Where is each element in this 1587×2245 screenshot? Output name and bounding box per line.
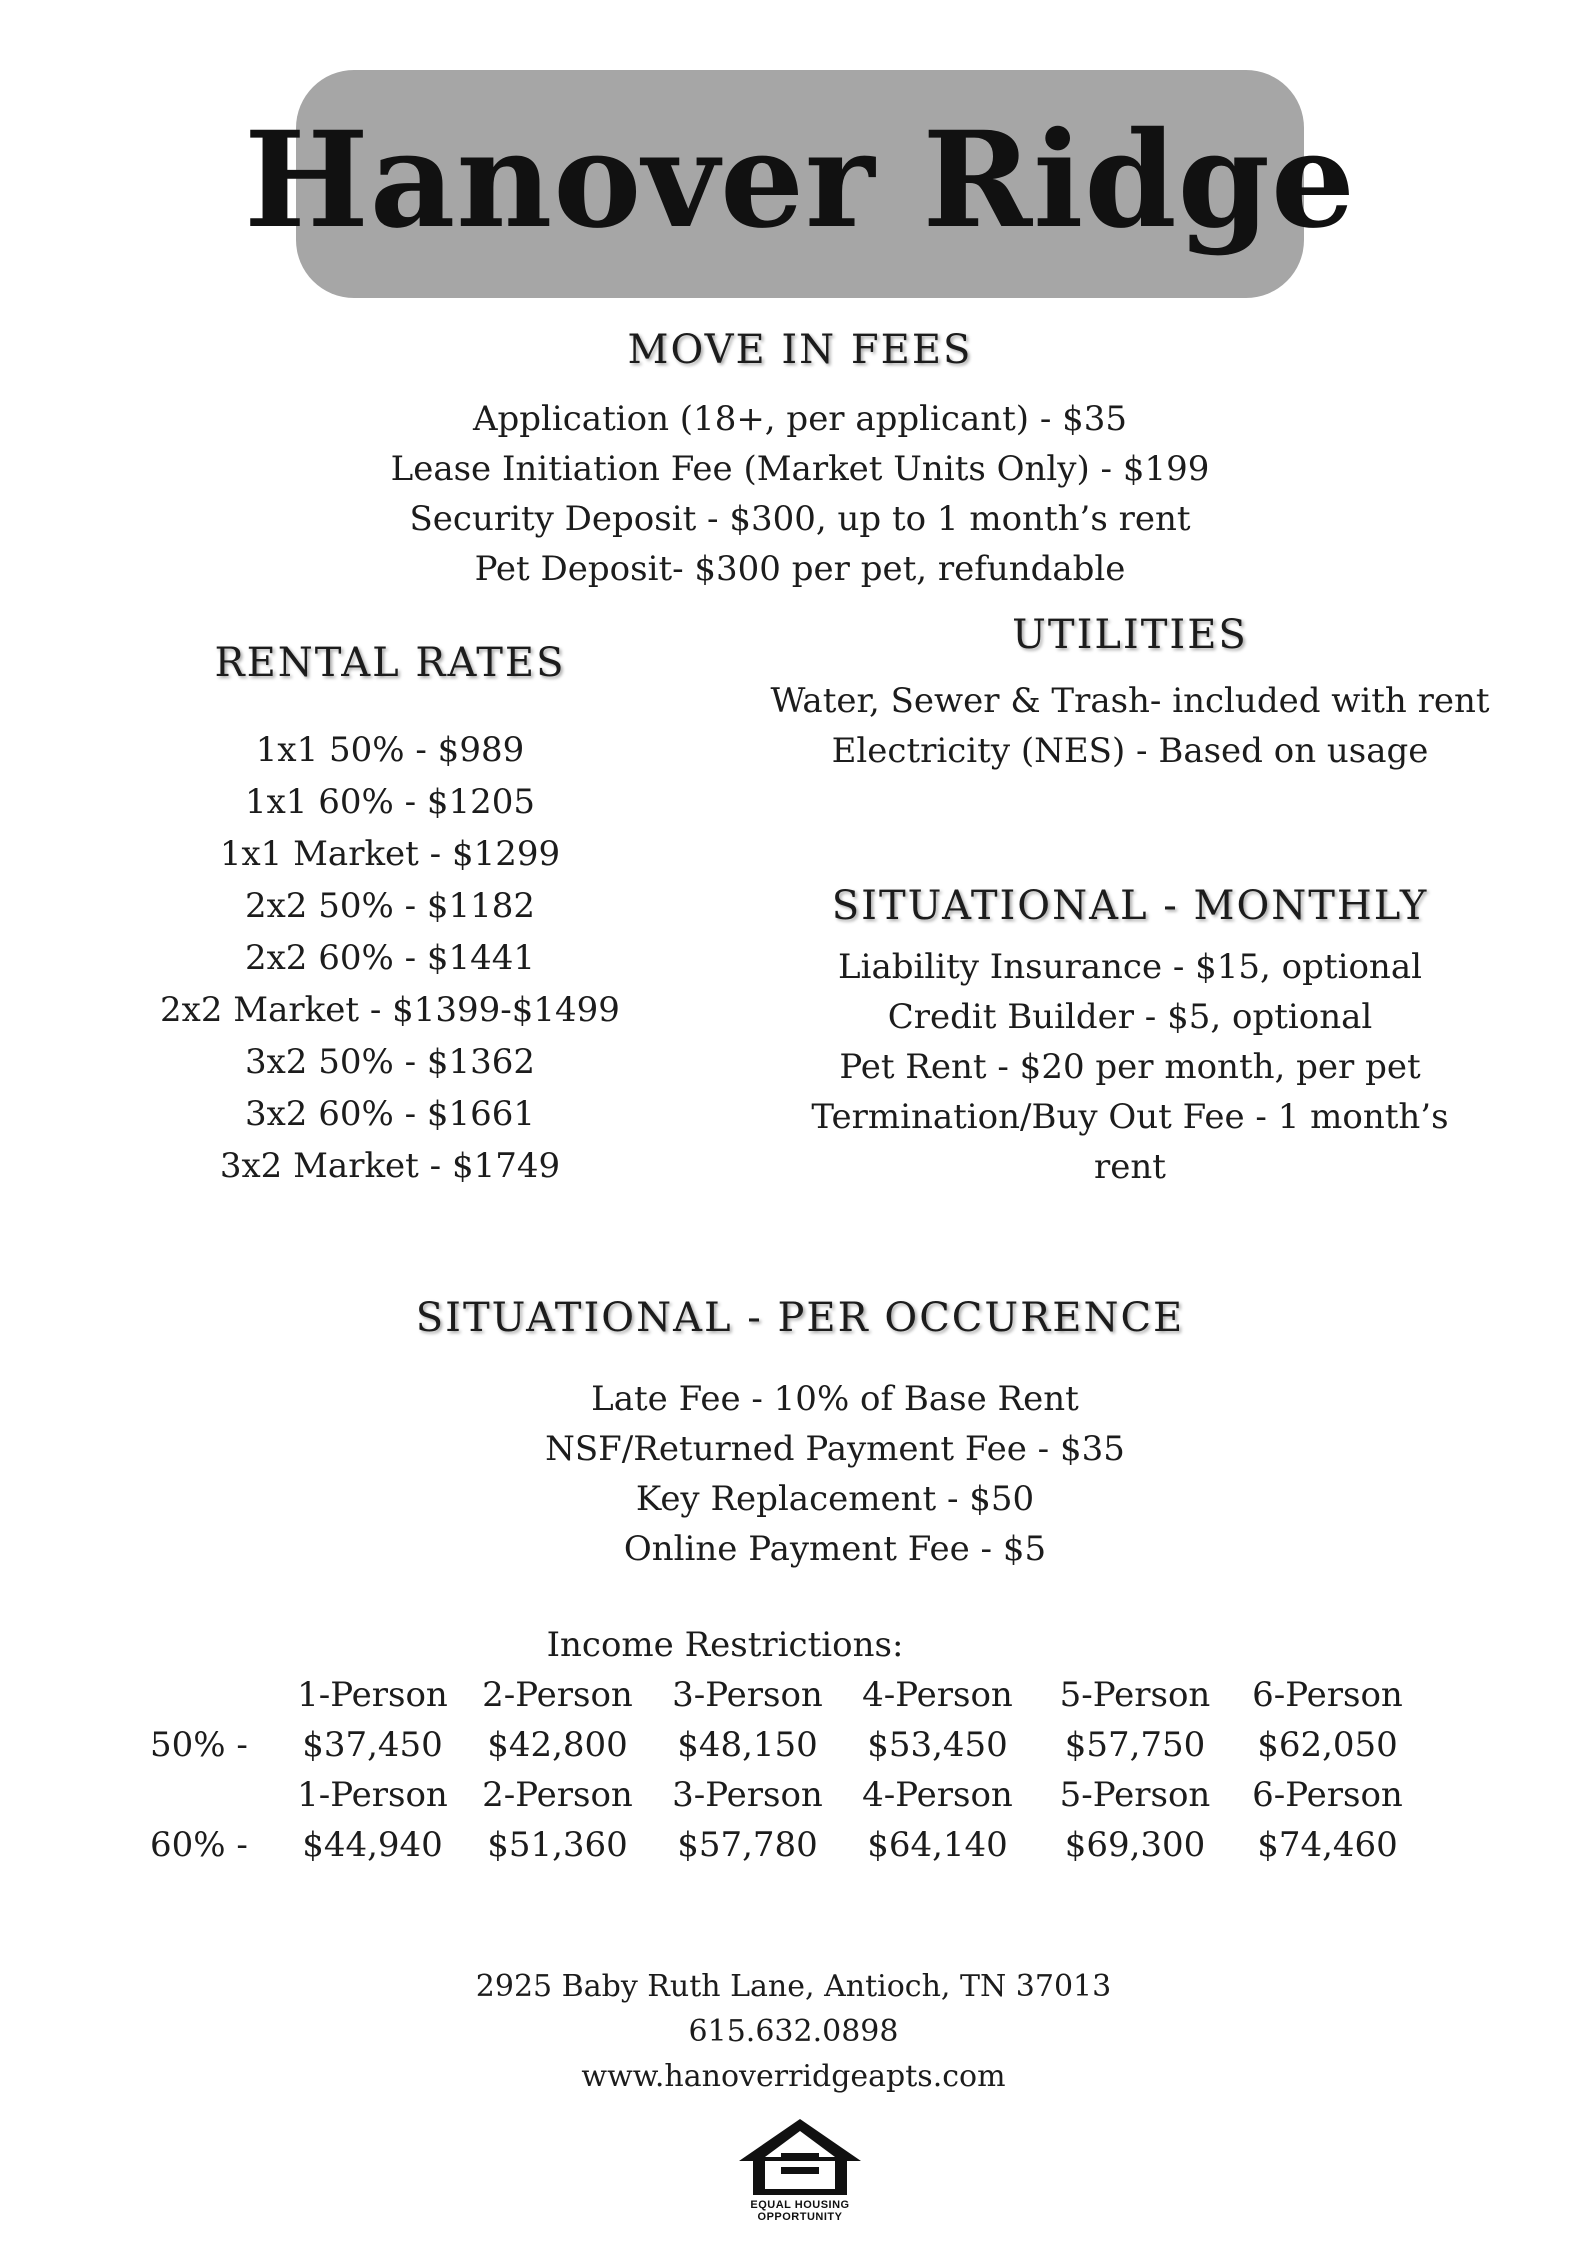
rental-rate-item: 3x2 Market - $1749 bbox=[219, 1146, 561, 1186]
rental-rate-item: 1x1 50% - $989 bbox=[255, 730, 525, 770]
income-row-label: 60% - bbox=[150, 1825, 248, 1865]
income-value: $64,140 bbox=[867, 1825, 1008, 1865]
page-title: Hanover Ridge bbox=[244, 103, 1356, 258]
income-header-cell: 2-Person bbox=[482, 1675, 633, 1715]
equal-housing-logo bbox=[735, 2115, 865, 2223]
situational-monthly-heading: SITUATIONAL - MONTHLY bbox=[831, 883, 1429, 929]
income-header-cell: 4-Person bbox=[862, 1675, 1013, 1715]
equal-housing-text-line1: EQUAL HOUSING bbox=[750, 2199, 850, 2211]
move-in-fee-item: Lease Initiation Fee (Market Units Only) - $199 bbox=[390, 449, 1210, 489]
income-restrictions bbox=[150, 1620, 1440, 1870]
move-in-fees-list bbox=[0, 394, 1587, 594]
income-row bbox=[150, 1820, 1440, 1870]
income-header-cell: 6-Person bbox=[1252, 1775, 1403, 1815]
monthly-fee-item: Termination/Buy Out Fee - 1 month’s rent bbox=[811, 1097, 1449, 1187]
situational-occurrence-list bbox=[0, 1374, 1587, 1574]
income-value: $51,360 bbox=[487, 1825, 628, 1865]
income-header-cell: 3-Person bbox=[672, 1675, 823, 1715]
income-value: $69,300 bbox=[1064, 1825, 1206, 1865]
income-value: $44,940 bbox=[302, 1825, 443, 1865]
utility-item: Water, Sewer & Trash- included with rent bbox=[770, 681, 1490, 721]
income-header-cell: 3-Person bbox=[672, 1775, 823, 1815]
rental-rate-item: 2x2 50% - $1182 bbox=[244, 886, 536, 926]
income-value: $48,150 bbox=[677, 1725, 818, 1765]
monthly-fee-item: Pet Rent - $20 per month, per pet bbox=[839, 1047, 1421, 1087]
rental-rate-item: 3x2 60% - $1661 bbox=[244, 1094, 536, 1134]
rental-rate-item: 1x1 60% - $1205 bbox=[244, 782, 536, 822]
move-in-fee-item: Application (18+, per applicant) - $35 bbox=[472, 399, 1128, 439]
income-header-row bbox=[150, 1770, 1440, 1820]
monthly-fee-item: Liability Insurance - $15, optional bbox=[838, 947, 1422, 987]
income-row bbox=[150, 1720, 1440, 1770]
income-header-row bbox=[150, 1670, 1440, 1720]
income-value: $53,450 bbox=[867, 1725, 1008, 1765]
income-header-cell: 2-Person bbox=[482, 1775, 633, 1815]
utilities-heading: UTILITIES bbox=[1012, 612, 1248, 658]
income-value: $57,780 bbox=[677, 1825, 818, 1865]
occurrence-fee-item: NSF/Returned Payment Fee - $35 bbox=[545, 1429, 1125, 1469]
situational-occurrence-heading: SITUATIONAL - PER OCCURENCE bbox=[415, 1295, 1185, 1341]
rental-rate-item: 3x2 50% - $1362 bbox=[244, 1042, 536, 1082]
equal-housing-icon bbox=[735, 2115, 865, 2195]
move-in-fee-item: Security Deposit - $300, up to 1 month’s rent bbox=[409, 499, 1191, 539]
income-value: $37,450 bbox=[302, 1725, 443, 1765]
situational-monthly-list bbox=[790, 942, 1470, 1192]
income-value: $42,800 bbox=[487, 1725, 628, 1765]
income-header-cell: 5-Person bbox=[1059, 1775, 1211, 1815]
address: 2925 Baby Ruth Lane, Antioch, TN 37013 bbox=[475, 1969, 1112, 2004]
move-in-fees-heading: MOVE IN FEES bbox=[627, 327, 973, 373]
income-value: $57,750 bbox=[1064, 1725, 1206, 1765]
rental-rate-item: 1x1 Market - $1299 bbox=[219, 834, 561, 874]
occurrence-fee-item: Online Payment Fee - $5 bbox=[623, 1529, 1047, 1569]
rental-rate-item: 2x2 60% - $1441 bbox=[244, 938, 536, 978]
rental-rates-heading: RENTAL RATES bbox=[214, 640, 566, 686]
income-value: $74,460 bbox=[1257, 1825, 1398, 1865]
occurrence-fee-item: Late Fee - 10% of Base Rent bbox=[591, 1379, 1079, 1419]
income-header-cell: 6-Person bbox=[1252, 1675, 1403, 1715]
income-value: $62,050 bbox=[1257, 1725, 1398, 1765]
website-link[interactable]: www.hanoverridgeapts.com bbox=[581, 2059, 1006, 2094]
title-banner bbox=[244, 70, 1356, 298]
phone-number[interactable]: 615.632.0898 bbox=[688, 2014, 899, 2049]
utilities-list bbox=[740, 676, 1520, 776]
income-row-label: 50% - bbox=[150, 1725, 248, 1765]
equal-housing-text-line2: OPPORTUNITY bbox=[757, 2211, 843, 2223]
income-restrictions-title: Income Restrictions: bbox=[546, 1625, 904, 1665]
rental-rate-item: 2x2 Market - $1399-$1499 bbox=[160, 990, 620, 1030]
income-header-cell: 4-Person bbox=[862, 1775, 1013, 1815]
monthly-fee-item: Credit Builder - $5, optional bbox=[887, 997, 1373, 1037]
income-header-cell: 5-Person bbox=[1059, 1675, 1211, 1715]
occurrence-fee-item: Key Replacement - $50 bbox=[635, 1479, 1035, 1519]
contact-footer bbox=[0, 1964, 1587, 2099]
rental-rates-list bbox=[130, 724, 650, 1192]
move-in-fee-item: Pet Deposit- $300 per pet, refundable bbox=[474, 549, 1126, 589]
income-header-cell: 1-Person bbox=[297, 1775, 448, 1815]
income-header-cell: 1-Person bbox=[297, 1675, 448, 1715]
utility-item: Electricity (NES) - Based on usage bbox=[831, 731, 1429, 771]
